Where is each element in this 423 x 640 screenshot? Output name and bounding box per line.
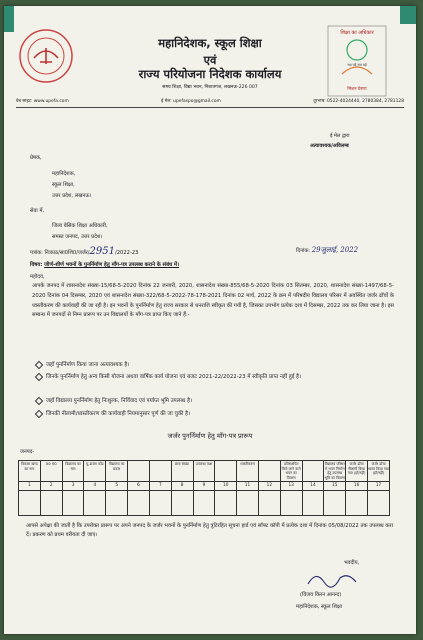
- phone-text: दूरभाष: 0522-4024440, 2780384, 2781128: [313, 99, 404, 104]
- recipient-label: सेवा में,: [30, 208, 45, 214]
- subject-line: [30, 260, 179, 268]
- col-number: 4: [84, 482, 106, 491]
- col-number: 6: [128, 482, 150, 491]
- table-header-row: [19, 461, 390, 482]
- col-number: 15: [324, 482, 346, 491]
- table-header-cell: [302, 461, 324, 482]
- sender-label: प्रेषक,: [30, 155, 42, 161]
- table-title: जर्जर पुनर्निर्माण हेतु माँग-पत्र प्रारूप: [167, 432, 253, 440]
- sender-line: उत्तर प्रदेश, लखनऊ।: [52, 193, 92, 199]
- org-title-2: एवं: [203, 53, 217, 67]
- col-number: 16: [346, 482, 368, 491]
- table-header-cell: ध्वस्तीकरण: [237, 461, 259, 482]
- col-number: 1: [19, 482, 41, 491]
- col-number: 3: [62, 482, 84, 491]
- binding-tape: [400, 6, 416, 24]
- col-number: 17: [368, 482, 390, 491]
- table-header-cell: विद्यालय परिसर में भवन निर्माण हेतु उपलब्ध भूमि का विवरण: [324, 461, 346, 482]
- reference-line: [30, 246, 138, 257]
- table-header-cell: [149, 461, 171, 482]
- priority-label: अत्यावश्यक/अविलम्ब: [310, 143, 349, 149]
- col-number: 2: [40, 482, 62, 491]
- date-label: दिनांक:: [296, 248, 311, 254]
- diamond-bullet-icon: [35, 372, 43, 380]
- diamond-bullet-icon: [35, 360, 43, 368]
- recipient-line: जिला बेसिक शिक्षा अधिकारी,: [52, 223, 108, 229]
- col-number: 14: [302, 482, 324, 491]
- signatory-designation: महानिदेशक, स्कूल शिक्षा: [296, 604, 343, 610]
- dispatch-mode: ई मेल द्वारा: [330, 133, 350, 139]
- contact-row: [16, 98, 404, 104]
- body-paragraph: आपके जनपद में शासनादेश संख्या-15/68-5-2020 दिनांक 22 जनवरी, 2020, शासनादेश संख्या-855/68-5-2020 दिनांक 03 सितम्बर, 2020, शासनादेश संख्या-1497/68-5-2020 दिनांक 04 दिसम्बर, 2020 एवं शासनादेश संख्या-322/68-5-2022-78-178-2021 दिनांक 02 मार्च, 2022 के क्रम में परिषदीय विद्यालय परिसर में अवस्थित जर्जर ढाँचों के ध्वस्तीकरण की कार्यवाही की जा रही है। इन भवनों के पुनर्निर्माण हेतु राज्य सरकार से धनराशि स्वीकृत की गयी है, जिसका उपभोग प्रत्येक दशा में दिसम्बर, 2022 तक कर लिया जाना है। इस सम्बन्ध में जनपदों से निम्न प्रारूप पर उन विद्यालयों के माँग-पत्र प्राप्त किए जाने हैं:-: [32, 283, 394, 319]
- col-number: 8: [171, 482, 193, 491]
- diamond-bullet-icon: [35, 396, 43, 404]
- table-header-cell: [128, 461, 150, 482]
- requirement-item: जिनके पुनर्निर्माण हेतु अन्य किसी योजना अथवा वार्षिक कार्य योजना एवं बजट 2021-22/2022-23 में स्वीकृति प्राप्त नहीं हुई है।: [36, 373, 396, 382]
- demand-table: [18, 460, 390, 516]
- requirement-item: जहाँ विद्यालय पुनर्निर्माण हेतु निःशुल्क, निर्विवाद एवं पर्याप्त भूमि उपलब्ध है।: [36, 396, 192, 404]
- org-address: समग्र शिक्षा, विद्या भवन, निशातगंज, लखनऊ-226 007: [162, 85, 258, 90]
- rte-text: शिक्षा का अधिकार: [340, 30, 374, 36]
- table-header-cell: विकास खण्ड का नाम: [19, 461, 41, 482]
- org-title-1: महानिदेशक, स्कूल शिक्षा: [158, 36, 262, 50]
- sender-line: स्कूल शिक्षा,: [52, 182, 75, 188]
- reference-suffix: /2022-23: [115, 250, 139, 256]
- subject-text: जीर्ण-शीर्ण भवनों के पुनर्निर्माण हेतु माँग-पत्र उपलब्ध कराने के संबंध में।: [44, 262, 180, 268]
- reference-number: 2951: [89, 246, 115, 257]
- district-label: जनपद-: [20, 449, 35, 455]
- table-header-cell: [258, 461, 280, 482]
- sender-line: महानिदेशक,: [52, 171, 76, 177]
- closing-paragraph: आपसे अपेक्षा की जाती है कि उपरोक्त प्रारूप पर अपने जनपद के जर्जर भवनों के पुनर्निर्माण हेतु त्रुटिरहित सूचना हार्ड एवं सॉफ्ट कॉपी में प्रत्येक दशा में दिनांक 05/08/2022 तक उपलब्ध करा दें। प्रकरण को प्रथम वरीयता दी जाए।: [26, 523, 393, 538]
- table-header-cell: यू-डायस कोड: [84, 461, 106, 482]
- valediction: भवदीय,: [344, 560, 360, 566]
- reference-prefix: पत्रांक: निःकाठ/सा0शि0/जर्जर/: [30, 250, 90, 256]
- handwritten-signature: [304, 568, 364, 590]
- col-number: 7: [149, 482, 171, 491]
- table-header-cell: जर्जर ढाँचा ध्वस्त किया गया (हाँ/नहीं): [368, 461, 390, 482]
- table-header-cell: प्रतिस्थापित किये जाने वाले भवन का विवरण: [280, 461, 302, 482]
- diamond-bullet-icon: [35, 409, 43, 417]
- date-value: 29जुलाई, 2022: [311, 246, 359, 254]
- salutation: महोदय,: [30, 274, 45, 280]
- rte-slogan: सब पढ़ें सब बढ़ें: [347, 63, 367, 67]
- prerna-text: मिशन प्रेरणा: [347, 87, 367, 92]
- col-number: 10: [215, 482, 237, 491]
- letter-page: [4, 6, 416, 634]
- date-line: [296, 246, 358, 255]
- requirement-item: जिनकी नीलामी/ध्वस्तीकरण की कार्यवाही नियमानुसार पूर्ण की जा चुकी है।: [36, 409, 190, 417]
- signatory-name: (विजय किरन आनन्द): [300, 592, 342, 598]
- recipient-line: समस्त जनपद, उत्तर प्रदेश।: [52, 234, 103, 240]
- table-number-row: [19, 482, 390, 491]
- website-text: वेब साइट: www.upefa.com: [16, 99, 69, 104]
- email-text: ई मेल: upefaspo@gmail.com: [161, 99, 221, 104]
- col-number: 13: [280, 482, 302, 491]
- org-title-3: राज्य परियोजना निदेशक कार्यालय: [138, 67, 282, 81]
- binding-tape: [4, 6, 14, 32]
- subject-label: विषय:: [30, 262, 43, 268]
- header-divider: [16, 107, 404, 108]
- table-header-cell: विद्यालय का प्रकार: [106, 461, 128, 482]
- table-header-cell: उपलब्ध कक्ष: [193, 461, 215, 482]
- table-header-cell: विद्यालय का नाम: [62, 461, 84, 482]
- col-number: 9: [193, 482, 215, 491]
- table-header-cell: जर्जर ढाँचा नीलामी किया गया (हाँ/नहीं): [346, 461, 368, 482]
- table-header-cell: [215, 461, 237, 482]
- table-header-cell: क्र0 सं0: [40, 461, 62, 482]
- table-header-cell: छात्र संख्या: [171, 461, 193, 482]
- table-row: [19, 491, 390, 516]
- requirement-item: जहाँ पुनर्निर्माण किया जाना अत्यावश्यक है।: [36, 360, 129, 368]
- col-number: 5: [106, 482, 128, 491]
- col-number: 11: [237, 482, 259, 491]
- col-number: 12: [258, 482, 280, 491]
